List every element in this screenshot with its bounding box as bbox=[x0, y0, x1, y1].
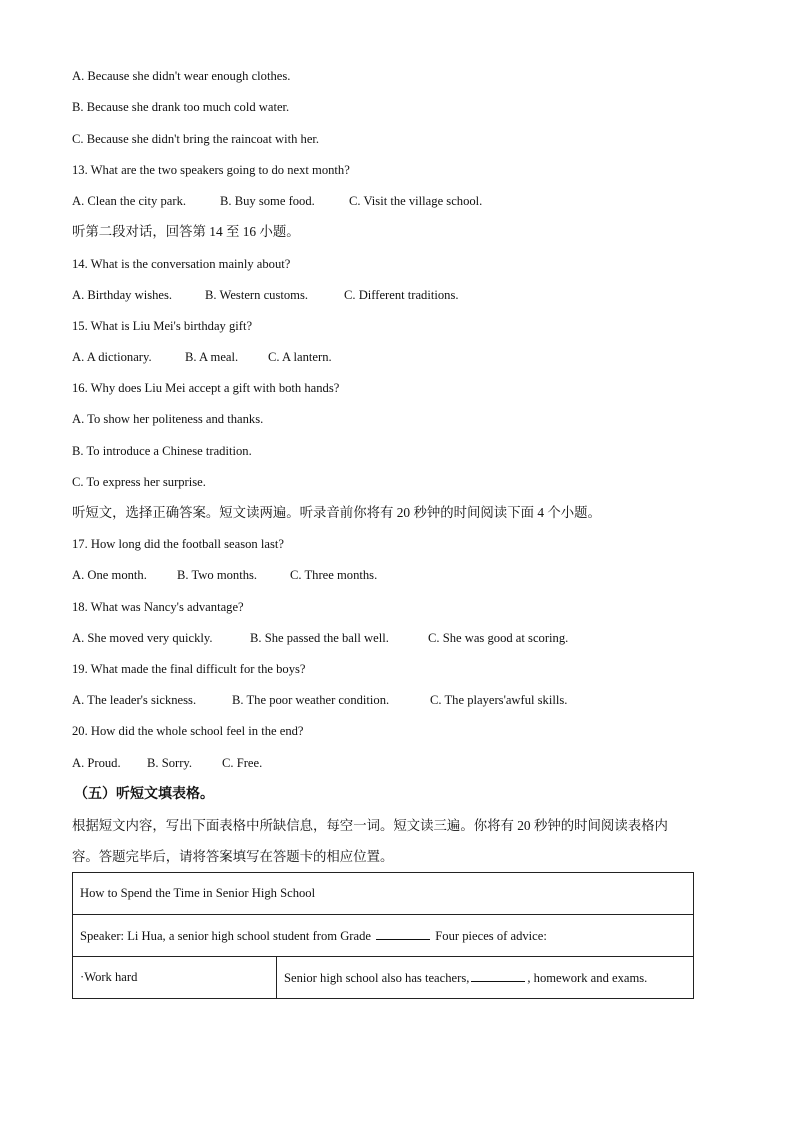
q14-options bbox=[72, 287, 459, 303]
q15-question: 15. What is Liu Mei's birthday gift? bbox=[72, 319, 253, 333]
q17-option-a: A. One month. bbox=[72, 568, 147, 582]
q14-option-b: B. Western customs. bbox=[205, 288, 308, 302]
q20-option-a: A. Proud. bbox=[72, 756, 121, 770]
q14-question: 14. What is the conversation mainly about? bbox=[72, 257, 291, 271]
q15-option-b: B. A meal. bbox=[185, 350, 239, 364]
table-row bbox=[73, 873, 694, 915]
q12-option-a: A. Because she didn't wear enough clothes. bbox=[72, 69, 291, 83]
q19-option-b: B. The poor weather condition. bbox=[232, 693, 390, 707]
q15-options bbox=[72, 349, 332, 365]
q17-question: 17. How long did the football season last? bbox=[72, 537, 284, 551]
detail-1-blank[interactable] bbox=[471, 969, 525, 982]
q17-option-b: B. Two months. bbox=[177, 568, 258, 582]
q16-option-a: A. To show her politeness and thanks. bbox=[72, 412, 264, 426]
q18-options bbox=[72, 630, 568, 646]
q13-option-a: A. Clean the city park. bbox=[72, 194, 187, 208]
q15-option-c: C. A lantern. bbox=[268, 350, 332, 364]
table-title: How to Spend the Time in Senior High School bbox=[73, 873, 694, 915]
table-row bbox=[73, 915, 694, 957]
q19-question: 19. What made the final difficult for the boys? bbox=[72, 662, 306, 676]
q20-option-b: B. Sorry. bbox=[147, 756, 193, 770]
grade-blank[interactable] bbox=[376, 927, 430, 940]
section5-instruction-1: 根据短文内容，写出下面表格中所缺信息，每空一词。短文读三遍。你将有 20 秒钟的时间阅读表格内 bbox=[72, 818, 668, 833]
q20-question: 20. How did the whole school feel in the end? bbox=[72, 724, 304, 738]
q17-option-c: C. Three months. bbox=[290, 568, 378, 582]
speaker-cell bbox=[73, 915, 694, 957]
q12-option-b: B. Because she drank too much cold water. bbox=[72, 100, 290, 114]
q19-options bbox=[72, 692, 567, 708]
q20-option-c: C. Free. bbox=[222, 756, 263, 770]
detail-1-cell bbox=[277, 957, 694, 999]
q19-option-c: C. The players'awful skills. bbox=[430, 693, 568, 707]
section5-heading: （五）听短文填表格。 bbox=[74, 787, 214, 802]
q15-option-a: A. A dictionary. bbox=[72, 350, 152, 364]
q12-option-c: C. Because she didn't bring the raincoat with her. bbox=[72, 132, 320, 146]
q14-option-a: A. Birthday wishes. bbox=[72, 288, 173, 302]
q13-option-b: B. Buy some food. bbox=[220, 194, 315, 208]
detail-1-text-end: , homework and exams. bbox=[527, 971, 648, 985]
speaker-text: Speaker: Li Hua, a senior high school student from Grade bbox=[80, 929, 371, 943]
q16-question: 16. Why does Liu Mei accept a gift with both hands? bbox=[72, 381, 340, 395]
passage-instruction: 听短文，选择正确答案。短文读两遍。听录音前你将有 20 秒钟的时间阅读下面 4 个小题。 bbox=[72, 505, 601, 520]
section2-instruction: 听第二段对话，回答第 14 至 16 小题。 bbox=[72, 224, 300, 239]
q18-option-b: B. She passed the ball well. bbox=[250, 631, 389, 645]
table-row bbox=[73, 957, 694, 999]
q20-options bbox=[72, 755, 262, 771]
advice-1-cell: ·Work hard bbox=[73, 957, 277, 999]
q13-options bbox=[72, 193, 482, 209]
q18-option-a: A. She moved very quickly. bbox=[72, 631, 213, 645]
q17-options bbox=[72, 567, 377, 583]
detail-1-text: Senior high school also has teachers, bbox=[284, 971, 470, 985]
q16-option-c: C. To express her surprise. bbox=[72, 475, 206, 489]
q13-option-c: C. Visit the village school. bbox=[349, 194, 483, 208]
advice-count-text: Four pieces of advice: bbox=[435, 929, 547, 943]
q19-option-a: A. The leader's sickness. bbox=[72, 693, 197, 707]
q18-question: 18. What was Nancy's advantage? bbox=[72, 600, 244, 614]
q13-question: 13. What are the two speakers going to do next month? bbox=[72, 163, 350, 177]
q18-option-c: C. She was good at scoring. bbox=[428, 631, 569, 645]
section5-instruction-2: 容。答题完毕后，请将答案填写在答题卡的相应位置。 bbox=[72, 849, 394, 864]
q16-option-b: B. To introduce a Chinese tradition. bbox=[72, 444, 252, 458]
q14-option-c: C. Different traditions. bbox=[344, 288, 459, 302]
info-table bbox=[72, 872, 694, 999]
